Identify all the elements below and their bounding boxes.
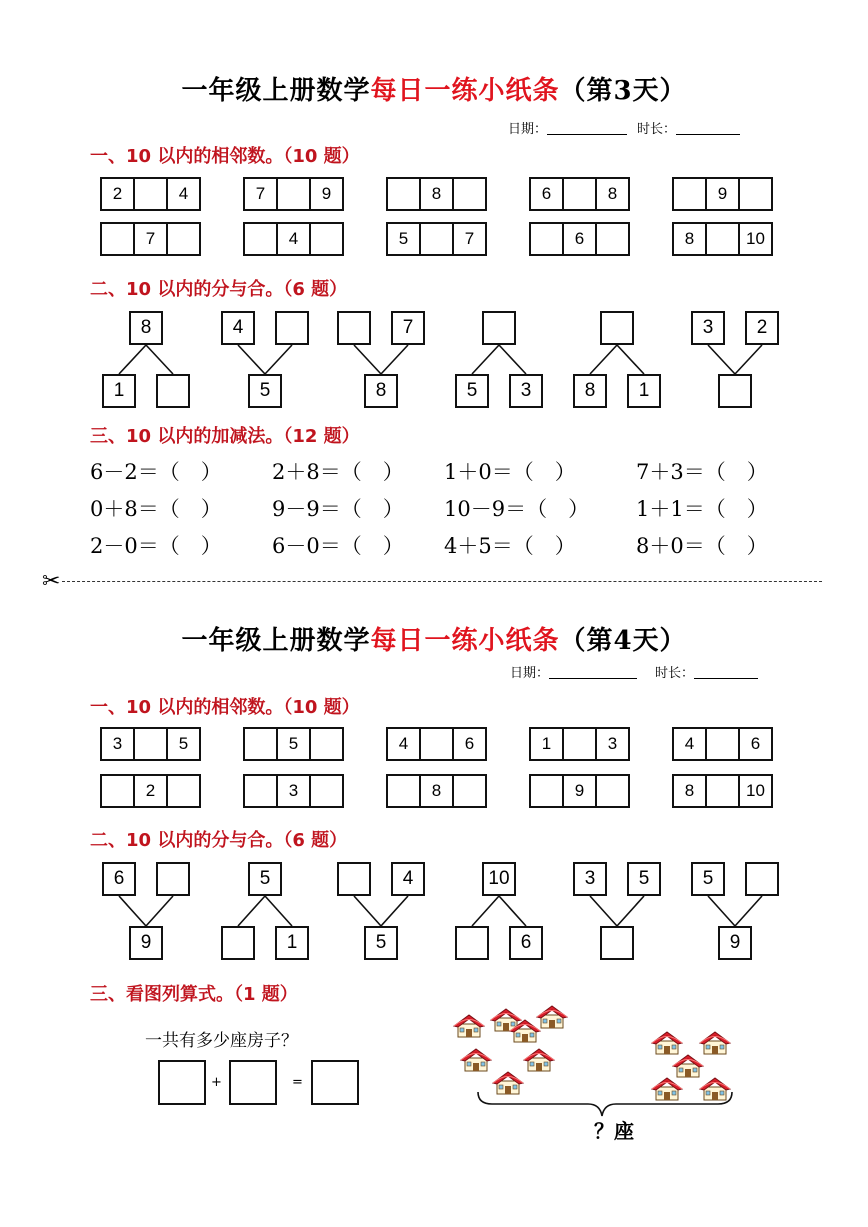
- neighbor-row: [386, 222, 487, 256]
- number-box: 5: [364, 926, 398, 960]
- date-blank[interactable]: [549, 665, 637, 679]
- number-box: 9: [129, 926, 163, 960]
- blank-box[interactable]: [482, 311, 516, 345]
- neighbor-row: [243, 222, 344, 256]
- blank-cell[interactable]: [529, 774, 564, 808]
- neighbor-row: [672, 727, 773, 761]
- blank-box[interactable]: [275, 311, 309, 345]
- brace-label: ？座: [594, 1119, 634, 1143]
- number-box: 8: [364, 374, 398, 408]
- equation[interactable]: 1＋0＝（ ）: [444, 460, 576, 484]
- day3-section-equations: 三、10 以内的加减法。（12 题）: [90, 426, 360, 447]
- cut-line: [62, 581, 822, 582]
- equation[interactable]: 6－2＝（ ）: [90, 460, 222, 484]
- house-icon: [491, 1070, 525, 1096]
- blank-cell[interactable]: [452, 177, 487, 211]
- plus-sign: +: [211, 1075, 222, 1090]
- number-box: 5: [248, 374, 282, 408]
- number-box: 2: [745, 311, 779, 345]
- equation[interactable]: 2＋8＝（ ）: [272, 460, 404, 484]
- neighbor-row: [243, 177, 344, 211]
- equation[interactable]: 9－9＝（ ）: [272, 497, 404, 521]
- blank-box[interactable]: [337, 311, 371, 345]
- house-icon: [698, 1076, 732, 1102]
- blank-cell[interactable]: [595, 222, 630, 256]
- blank-cell[interactable]: [562, 727, 597, 761]
- number-box: 8: [573, 374, 607, 408]
- blank-cell[interactable]: [243, 727, 278, 761]
- number-cell: 2: [133, 774, 168, 808]
- equation[interactable]: 0＋8＝（ ）: [90, 497, 222, 521]
- neighbor-row: [672, 222, 773, 256]
- number-cell: 5: [276, 727, 311, 761]
- neighbor-row: [100, 727, 201, 761]
- blank-cell[interactable]: [309, 727, 344, 761]
- blank-cell[interactable]: [133, 177, 168, 211]
- number-cell: 9: [705, 177, 740, 211]
- number-cell: 3: [595, 727, 630, 761]
- blank-cell[interactable]: [705, 727, 740, 761]
- day3-title: 一年级上册数学每日一练小纸条（第3天）: [181, 76, 687, 106]
- blank-cell[interactable]: [243, 774, 278, 808]
- picture-question: 一共有多少座房子？: [145, 1031, 298, 1051]
- blank-cell[interactable]: [100, 222, 135, 256]
- blank-cell[interactable]: [133, 727, 168, 761]
- blank-cell[interactable]: [166, 774, 201, 808]
- blank-box[interactable]: [221, 926, 255, 960]
- day4-date-time: 日期： 时长：: [510, 662, 758, 681]
- number-cell: 10: [738, 222, 773, 256]
- number-box: 5: [627, 862, 661, 896]
- number-cell: 8: [419, 177, 454, 211]
- blank-cell[interactable]: [243, 222, 278, 256]
- neighbor-row: [529, 727, 630, 761]
- blank-box[interactable]: [156, 374, 190, 408]
- equation[interactable]: 6－0＝（ ）: [272, 534, 404, 558]
- number-box: 3: [691, 311, 725, 345]
- neighbor-row: [672, 177, 773, 211]
- blank-cell[interactable]: [386, 774, 421, 808]
- number-box: 5: [691, 862, 725, 896]
- blank-cell[interactable]: [738, 177, 773, 211]
- number-cell: 4: [672, 727, 707, 761]
- number-box: 3: [573, 862, 607, 896]
- blank-cell[interactable]: [166, 222, 201, 256]
- equation[interactable]: 8＋0＝（ ）: [636, 534, 768, 558]
- day4-title: 一年级上册数学每日一练小纸条（第4天）: [181, 626, 687, 656]
- house-icon: [452, 1013, 486, 1039]
- equals-sign: =: [292, 1075, 303, 1090]
- number-cell: 6: [562, 222, 597, 256]
- blank-cell[interactable]: [452, 774, 487, 808]
- number-cell: 3: [276, 774, 311, 808]
- day3-section-neighbors: 一、10 以内的相邻数。（10 题）: [90, 146, 360, 167]
- number-cell: 1: [529, 727, 564, 761]
- number-box: 3: [509, 374, 543, 408]
- number-box: 5: [455, 374, 489, 408]
- equation[interactable]: 1＋1＝（ ）: [636, 497, 768, 521]
- number-cell: 5: [386, 222, 421, 256]
- number-cell: 8: [595, 177, 630, 211]
- number-cell: 5: [166, 727, 201, 761]
- equation[interactable]: 4＋5＝（ ）: [444, 534, 576, 558]
- answer-box-1[interactable]: [158, 1060, 206, 1105]
- number-cell: 4: [166, 177, 201, 211]
- blank-cell[interactable]: [595, 774, 630, 808]
- blank-cell[interactable]: [672, 177, 707, 211]
- house-icon: [650, 1076, 684, 1102]
- day4-section-picture: 三、看图列算式。（1 题）: [90, 984, 298, 1005]
- blank-cell[interactable]: [419, 727, 454, 761]
- neighbor-row: [386, 774, 487, 808]
- number-box: 4: [391, 862, 425, 896]
- neighbor-row: [100, 774, 201, 808]
- number-cell: 9: [562, 774, 597, 808]
- number-cell: 9: [309, 177, 344, 211]
- number-box: 10: [482, 862, 516, 896]
- neighbor-row: [100, 222, 201, 256]
- number-box: 4: [221, 311, 255, 345]
- blank-cell[interactable]: [529, 222, 564, 256]
- time-blank[interactable]: [676, 121, 740, 135]
- number-box: 6: [102, 862, 136, 896]
- number-box: 1: [102, 374, 136, 408]
- neighbor-row: [386, 727, 487, 761]
- blank-box[interactable]: [718, 374, 752, 408]
- day3-section-split: 二、10 以内的分与合。（6 题）: [90, 279, 348, 300]
- neighbor-row: [672, 774, 773, 808]
- neighbor-row: [529, 774, 630, 808]
- equation[interactable]: 7＋3＝（ ）: [636, 460, 768, 484]
- blank-cell[interactable]: [562, 177, 597, 211]
- blank-cell[interactable]: [100, 774, 135, 808]
- house-icon: [459, 1047, 493, 1073]
- number-cell: 4: [386, 727, 421, 761]
- house-icon: [535, 1004, 569, 1030]
- number-cell: 3: [100, 727, 135, 761]
- number-box: 7: [391, 311, 425, 345]
- number-cell: 6: [529, 177, 564, 211]
- number-cell: 7: [133, 222, 168, 256]
- number-cell: 8: [672, 774, 707, 808]
- day4-section-split: 二、10 以内的分与合。（6 题）: [90, 830, 348, 851]
- date-blank[interactable]: [547, 121, 627, 135]
- blank-cell[interactable]: [705, 774, 740, 808]
- neighbor-row: [386, 177, 487, 211]
- blank-box[interactable]: [600, 926, 634, 960]
- blank-cell[interactable]: [419, 222, 454, 256]
- number-cell: 10: [738, 774, 773, 808]
- number-cell: 2: [100, 177, 135, 211]
- number-cell: 7: [452, 222, 487, 256]
- number-cell: 7: [243, 177, 278, 211]
- neighbor-row: [529, 177, 630, 211]
- day3-date-time: 日期： 时长：: [508, 118, 740, 137]
- number-cell: 8: [419, 774, 454, 808]
- blank-box[interactable]: [337, 862, 371, 896]
- blank-box[interactable]: [600, 311, 634, 345]
- answer-box-3[interactable]: [311, 1060, 359, 1105]
- blank-box[interactable]: [745, 862, 779, 896]
- number-box: 6: [509, 926, 543, 960]
- neighbor-row: [243, 774, 344, 808]
- scissors-icon: ✂: [42, 569, 61, 594]
- blank-cell[interactable]: [276, 177, 311, 211]
- neighbor-row: [100, 177, 201, 211]
- number-cell: 4: [276, 222, 311, 256]
- house-icon: [522, 1047, 556, 1073]
- blank-cell[interactable]: [309, 774, 344, 808]
- number-box: 9: [718, 926, 752, 960]
- number-cell: 6: [452, 727, 487, 761]
- blank-cell[interactable]: [309, 222, 344, 256]
- number-box: 8: [129, 311, 163, 345]
- blank-cell[interactable]: [705, 222, 740, 256]
- neighbor-row: [529, 222, 630, 256]
- blank-box[interactable]: [156, 862, 190, 896]
- number-box: 1: [275, 926, 309, 960]
- number-box: 5: [248, 862, 282, 896]
- number-cell: 8: [672, 222, 707, 256]
- blank-cell[interactable]: [386, 177, 421, 211]
- equation[interactable]: 2－0＝（ ）: [90, 534, 222, 558]
- blank-box[interactable]: [455, 926, 489, 960]
- number-box: 1: [627, 374, 661, 408]
- time-blank[interactable]: [694, 665, 758, 679]
- answer-box-2[interactable]: [229, 1060, 277, 1105]
- day4-section-neighbors: 一、10 以内的相邻数。（10 题）: [90, 697, 360, 718]
- equation[interactable]: 10－9＝（ ）: [444, 497, 590, 521]
- neighbor-row: [243, 727, 344, 761]
- number-cell: 6: [738, 727, 773, 761]
